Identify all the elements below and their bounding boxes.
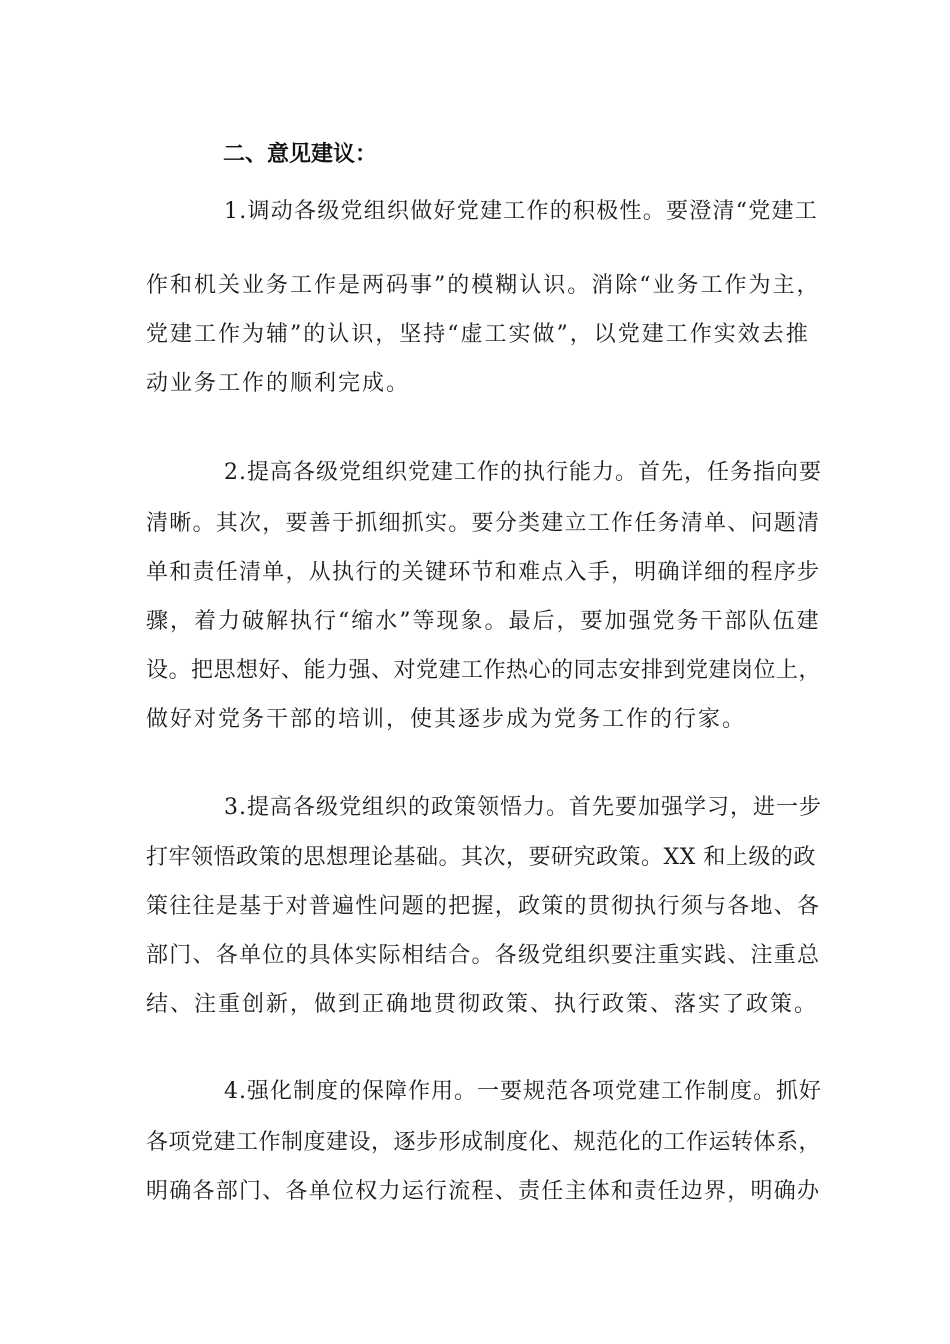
paragraph-1-line-2: 作和机关业务工作是两码事”的模糊认识。消除“业务工作为主， <box>146 273 821 298</box>
paragraph-4-line-3: 明确各部门、各单位权力运行流程、责任主体和责任边界，明确办 <box>146 1179 821 1204</box>
paragraph-2-line-2: 清晰。其次，要善于抓细抓实。要分类建立工作任务清单、问题清 <box>146 511 821 536</box>
paragraph-2-line-4: 骤，着力破解执行“缩水”等现象。最后，要加强党务干部队伍建 <box>146 609 821 634</box>
paragraph-3-line-4: 部门、各单位的具体实际相结合。各级党组织要注重实践、注重总 <box>146 943 821 968</box>
section-heading: 二、意见建议： <box>223 141 378 167</box>
paragraph-3-line-1: 3.提高各级党组织的政策领悟力。首先要加强学习，进一步 <box>224 795 822 820</box>
paragraph-4-line-1: 4.强化制度的保障作用。一要规范各项党建工作制度。抓好 <box>224 1079 822 1104</box>
paragraph-2-line-1: 2.提高各级党组织党建工作的执行能力。首先，任务指向要 <box>224 460 822 485</box>
paragraph-3-line-5: 结、注重创新，做到正确地贯彻政策、执行政策、落实了政策。 <box>146 992 819 1017</box>
paragraph-2-line-3: 单和责任清单，从执行的关键环节和难点入手，明确详细的程序步 <box>146 560 821 585</box>
paragraph-2-line-5: 设。把思想好、能力强、对党建工作热心的同志安排到党建岗位上， <box>146 658 822 683</box>
paragraph-1-line-1: 1.调动各级党组织做好党建工作的积极性。要澄清“党建工 <box>224 199 818 224</box>
paragraph-3-line-2: 打牢领悟政策的思想理论基础。其次，要研究政策。XX 和上级的政 <box>146 845 816 870</box>
paragraph-3-line-3: 策往往是基于对普遍性问题的把握，政策的贯彻执行须与各地、各 <box>146 894 821 919</box>
paragraph-4-line-2: 各项党建工作制度建设，逐步形成制度化、规范化的工作运转体系， <box>146 1130 822 1155</box>
paragraph-1-line-4: 动业务工作的顺利完成。 <box>146 371 411 396</box>
paragraph-2-line-6: 做好对党务干部的培训，使其逐步成为党务工作的行家。 <box>146 707 747 732</box>
paragraph-1-line-3: 党建工作为辅”的认识，坚持“虚工实做”，以党建工作实效去推 <box>146 322 810 347</box>
